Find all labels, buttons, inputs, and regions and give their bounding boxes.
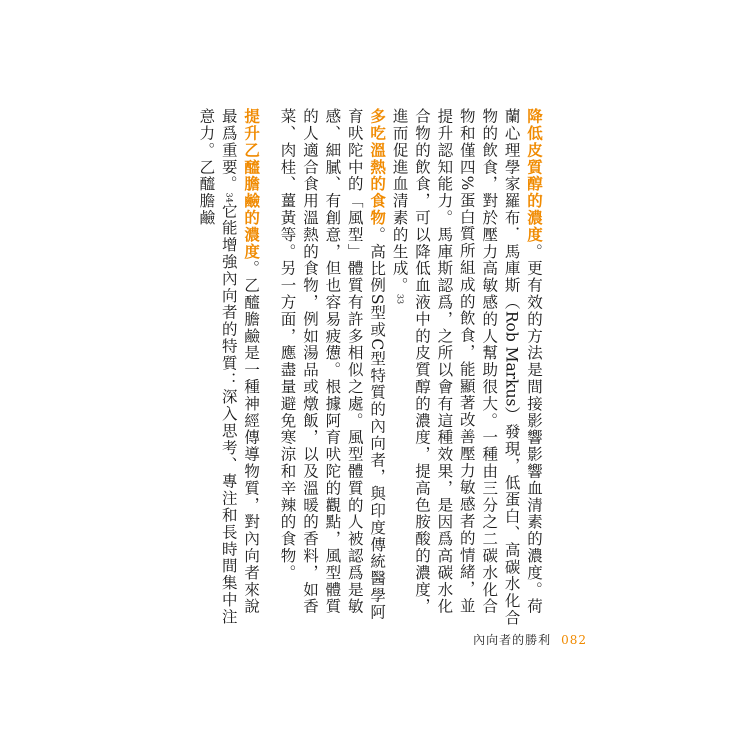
footnote-reference: 33 xyxy=(395,293,405,305)
book-title: 內向者的勝利 xyxy=(473,633,552,647)
page-number: 082 xyxy=(561,633,587,647)
section-heading: 提升乙醯膽鹼的濃度 xyxy=(242,108,262,261)
body-text: 型特質的內向者，與印度傳統醫學阿育吠陀中的「風型」體質有許多相似之處。風型體質的人被認爲是敏感、細膩、有創意，但也容易疲憊。根據阿育吠陀的觀點，風型體質的人適合食用溫熱的食物，例如湯品或燉飯，以及溫暖的香料，如香菜、肉桂、薑黃等。另一方面，應盡量避免寒涼和辛辣的食物。 xyxy=(278,108,387,621)
body-text: 。乙醯膽鹼是一種神經傳導物質，對內向者來說最爲重要。 xyxy=(219,108,261,616)
body-text: 。更有效的方法是間接影響影響血清素的濃度。荷蘭心理學家羅布．馬庫斯（ xyxy=(502,108,543,616)
vertical-text-body xyxy=(145,108,545,628)
section-heading: 多吃溫熱的食物 xyxy=(368,108,388,227)
paragraph xyxy=(195,108,262,628)
latin-text: C xyxy=(368,338,387,351)
body-text: 型或 xyxy=(368,304,387,339)
latin-text: Rob Markus xyxy=(502,310,521,407)
footnote-reference: 34 xyxy=(224,192,234,203)
page-footer xyxy=(473,631,587,648)
latin-text: S xyxy=(368,293,387,305)
body-text: 它能增強內向者的特質：深入思考、專注和長時間集中注意力。乙醯膽鹼 xyxy=(197,108,238,626)
body-text: 。高比例 xyxy=(368,226,387,294)
section-heading: 降低皮質醇的濃度 xyxy=(525,108,544,244)
paragraph xyxy=(276,108,388,628)
body-text: ）發現，低蛋白、高碳水化合物的飲食，對於壓力高敏感的人幫助很大。一種由三分之二碳水化合物和僅四%蛋白質所組成的飲食，能顯著改善壓力敏感者的情緒，並提升認知能力。馬庫斯認爲，之所以會有這種效果，是因爲高碳水化合物的飲食，可以降低血液中的皮質醇的濃度，提高色胺酸的濃度，進而促進血清素的生成。 xyxy=(390,108,521,627)
paragraph xyxy=(388,108,545,628)
